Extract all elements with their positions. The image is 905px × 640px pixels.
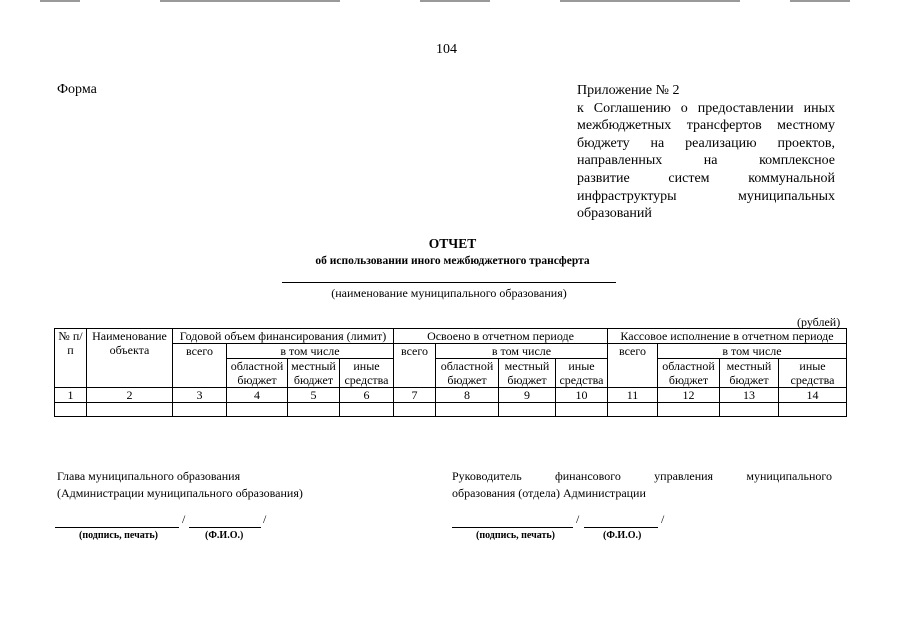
header-other-funds: иные средства	[340, 359, 394, 388]
header-local-budget: местный бюджет	[288, 359, 340, 388]
column-number: 12	[658, 388, 720, 403]
page-number: 104	[436, 42, 457, 57]
top-edge-line	[790, 0, 850, 2]
left-slash-end: /	[263, 512, 267, 526]
empty-cell	[658, 403, 720, 417]
empty-cell	[340, 403, 394, 417]
empty-cell	[499, 403, 556, 417]
header-other-funds: иные средства	[779, 359, 847, 388]
header-regional-budget: областной бюджет	[658, 359, 720, 388]
header-annual-volume: Годовой объем финансирования (лимит)	[173, 329, 394, 344]
column-number: 4	[227, 388, 288, 403]
appendix-block	[577, 82, 835, 223]
column-number: 2	[87, 388, 173, 403]
form-label: Форма	[57, 82, 97, 97]
top-edge-line	[160, 0, 340, 2]
empty-cell	[227, 403, 288, 417]
top-edge-line	[560, 0, 740, 2]
appendix-line: к Соглашению о предоставлении иных	[577, 100, 835, 116]
left-signatory	[57, 468, 303, 502]
right-slash: /	[576, 512, 580, 526]
right-fio-line	[584, 527, 658, 528]
header-cash-execution: Кассовое исполнение в отчетном периоде	[608, 329, 847, 344]
header-total: всего	[173, 344, 227, 388]
right-slash-end: /	[661, 512, 665, 526]
left-slash: /	[182, 512, 186, 526]
report-title: ОТЧЕТ	[428, 236, 477, 251]
column-number: 11	[608, 388, 658, 403]
left-sign-caption: (подпись, печать)	[79, 530, 158, 541]
empty-cell	[556, 403, 608, 417]
header-local-budget: местный бюджет	[720, 359, 779, 388]
header-including: в том числе	[658, 344, 847, 359]
municipality-name-caption: (наименование муниципального образования)	[331, 286, 567, 300]
header-regional-budget: областной бюджет	[227, 359, 288, 388]
report-table	[54, 328, 847, 417]
left-fio-line	[189, 527, 261, 528]
table-row	[55, 403, 847, 417]
column-number: 6	[340, 388, 394, 403]
header-regional-budget: областной бюджет	[436, 359, 499, 388]
header-total: всего	[608, 344, 658, 388]
column-number: 5	[288, 388, 340, 403]
appendix-line: Приложение № 2	[577, 83, 680, 98]
appendix-line: межбюджетных трансфертов местному	[577, 118, 835, 134]
report-subtitle: об использовании иного межбюджетного трансферта	[315, 255, 590, 267]
empty-cell	[55, 403, 87, 417]
empty-cell	[436, 403, 499, 417]
appendix-line: бюджету на реализацию проектов,	[577, 135, 835, 151]
column-number: 1	[55, 388, 87, 403]
left-signatory-title: Глава муниципального образования	[57, 469, 241, 483]
right-sign-caption: (подпись, печать)	[476, 530, 555, 541]
appendix-line: образований	[577, 206, 652, 222]
empty-cell	[779, 403, 847, 417]
header-spent: Освоено в отчетном периоде	[394, 329, 608, 344]
appendix-line: развитие систем коммунальной	[577, 170, 835, 186]
currency-note: (рублей)	[797, 315, 841, 329]
column-number: 9	[499, 388, 556, 403]
right-signatory	[452, 468, 832, 502]
left-signatory-org: (Администрации муниципального образования)	[57, 486, 303, 500]
column-number: 3	[173, 388, 227, 403]
header-total: всего	[394, 344, 436, 388]
header-object-name: Наименование объекта	[87, 329, 173, 388]
header-num: № п/п	[55, 329, 87, 388]
appendix-line: инфраструктуры муниципальных	[577, 188, 835, 204]
right-signatory-title: Руководитель финансового управления муниципального	[452, 469, 832, 483]
header-including: в том числе	[436, 344, 608, 359]
right-signature-line	[452, 527, 573, 528]
header-including: в том числе	[227, 344, 394, 359]
right-fio-caption: (Ф.И.О.)	[603, 530, 642, 541]
empty-cell	[288, 403, 340, 417]
right-signatory-org: образования (отдела) Администрации	[452, 486, 646, 500]
left-fio-caption: (Ф.И.О.)	[205, 530, 244, 541]
top-edge-line	[420, 0, 490, 2]
header-other-funds: иные средства	[556, 359, 608, 388]
header-local-budget: местный бюджет	[499, 359, 556, 388]
empty-cell	[608, 403, 658, 417]
empty-cell	[87, 403, 173, 417]
empty-cell	[394, 403, 436, 417]
column-number: 8	[436, 388, 499, 403]
empty-cell	[720, 403, 779, 417]
appendix-line: направленных на комплексное	[577, 153, 835, 169]
column-number: 10	[556, 388, 608, 403]
empty-cell	[173, 403, 227, 417]
top-edge-line	[40, 0, 80, 2]
column-number: 14	[779, 388, 847, 403]
left-signature-line	[55, 527, 179, 528]
municipality-name-line	[282, 282, 616, 283]
column-number: 13	[720, 388, 779, 403]
column-number: 7	[394, 388, 436, 403]
